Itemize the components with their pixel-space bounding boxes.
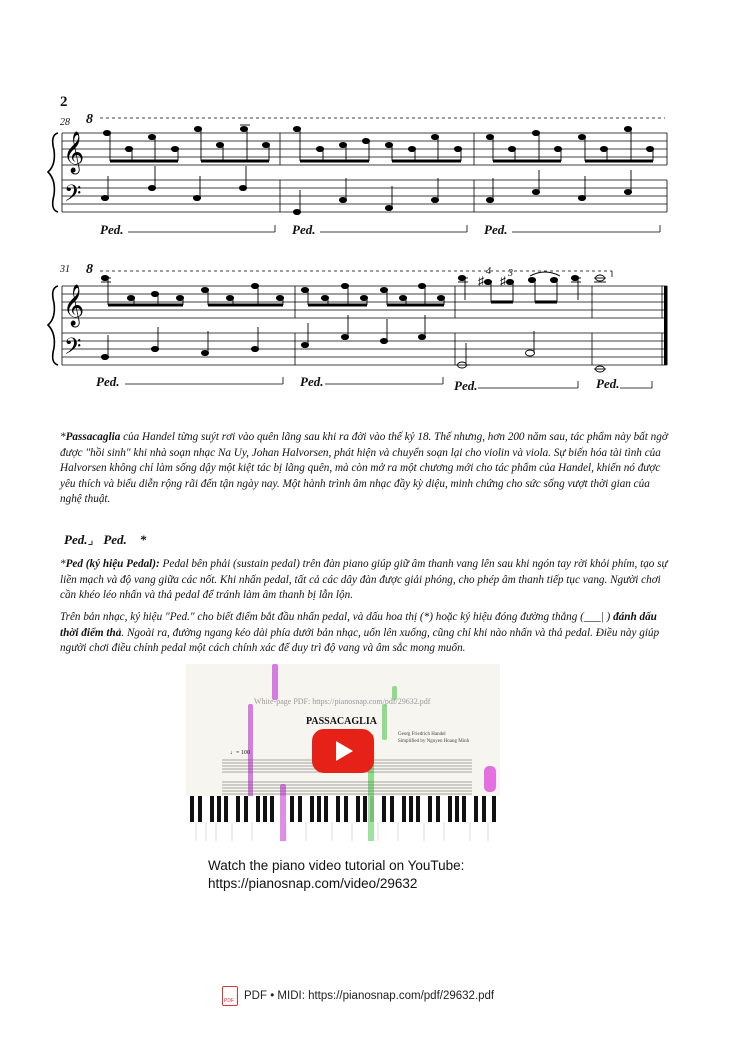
thumb-header: White-page PDF: https://pianosnap.com/pdf/29632.pdf — [254, 697, 431, 706]
octave-mark-1: 8 — [86, 112, 93, 127]
brace-2 — [48, 286, 58, 365]
pedal-mark: Ped. — [596, 376, 620, 391]
system-1-bass-notes — [101, 166, 631, 215]
pedal-para2-b: . Ngoài ra, đường ngang kéo dài phía dưới bản nhạc, uốn lên xuống, cũng chỉ khi nào nhấn và thả pedal. Điều này giúp người chơi điều chỉnh pedal một cách chính xác để duy trì độ vang và âm sắc mong muốn. — [60, 626, 660, 654]
video-caption-line1: Watch the piano video tutorial on YouTube: — [208, 858, 465, 873]
measure-number-28: 28 — [60, 117, 70, 128]
pedal-mark: Ped. — [96, 374, 120, 389]
piece-title: Passacaglia — [65, 431, 121, 443]
fingering: 3 — [508, 268, 513, 279]
thumb-title: PASSACAGLIA — [306, 716, 377, 727]
system-1-treble-notes — [103, 125, 653, 161]
pedal-body: Pedal bên phải (sustain pedal) trên đàn piano giúp giữ âm thanh vang lên sau khi ngón tay rời khỏi phím, tạo sự liền mạch và độ vang giữa các nốt. Khi nhấn pedal, tất cả các dây đàn được giải phóng, cho phép âm thanh tiếp tục vang. Người chơi cần khéo léo nhấn và thả pedal để tránh làm âm thanh bị lẫn lộn. — [60, 558, 668, 601]
fingering: 4 — [486, 266, 491, 277]
pedal-para2-a: Trên bản nhạc, ký hiệu "Ped." cho biết điểm bắt đầu nhấn pedal, và dấu hoa thị (*) hoặc ký hiệu đóng đường thẳng (___| ) — [60, 611, 611, 623]
treble-clef: 𝄞 — [63, 132, 85, 173]
page-number: 2 — [60, 94, 68, 110]
system-2-treble-notes — [101, 275, 606, 305]
octave-mark-2: 8 — [86, 262, 93, 277]
thumb-arranger: Simplified by Nguyen Hoang Minh — [398, 739, 470, 744]
pedal-mark: Ped. — [484, 222, 508, 237]
sharp-2: ♯ — [500, 274, 506, 288]
brace-1 — [48, 133, 58, 212]
pedal-explanation: *Ped (ký hiệu Pedal): Pedal bên phải (sustain pedal) trên đàn piano giúp giữ âm thanh vang lên sau khi ngón tay rời khỏi phím, tạo sự liền mạch và độ vang giữa các nốt. Khi nhấn pedal, tất cả các dây đàn được giải phóng, cho phép âm thanh tiếp tục vang. Người chơi cần khéo léo nhấn và thả pedal để tránh làm âm thanh bị lẫn lộn. — [60, 558, 668, 601]
treble-clef-2: 𝄞 — [63, 285, 85, 326]
pdf-icon: PDF — [222, 986, 238, 1006]
pedal-mark: Ped. — [100, 222, 124, 237]
description-body: của Handel từng suýt rơi vào quên lãng sau khi ra đời vào thế kỷ 18. Thế nhưng, hơn 200 năm sau, tác phẩm này bất ngờ được "hồi sinh" khi nhà soạn nhạc Na Uy, Johan Halvorsen, phát hiện và chuyển soạn lại cho violin và viola. Sự biến hóa tài tình của Halvorsen không chỉ làm sống dậy một kiệt tác bị lãng quên, mà còn mở ra một chương mới cho tác phẩm của Handel, khiến nó được yêu thích và biểu diễn rộng rãi đến tận ngày nay. Một hành trình âm nhạc đầy kỳ diệu, minh chứng cho sức sống vượt thời gian của nghệ thuật. — [60, 431, 668, 505]
thumb-tempo: ♩= 100 — [230, 750, 250, 756]
footer — [222, 986, 494, 1006]
play-icon — [336, 741, 353, 761]
pedal-para2-bold: đánh dấu thời điểm thả — [60, 611, 657, 639]
thumb-composer: Georg Friedrich Handel — [398, 732, 446, 737]
pedal-mark: Ped. — [292, 222, 316, 237]
sheet-music — [0, 0, 730, 420]
bass-clef-2: 𝄢 — [64, 334, 82, 365]
pedal-mark: Ped. — [454, 378, 478, 393]
video-caption — [208, 857, 464, 893]
pedal-release-symbol: * — [139, 532, 147, 547]
pedal-explanation-2 — [60, 610, 672, 657]
tie-slur — [530, 272, 560, 276]
bass-clef: 𝄢 — [64, 181, 82, 212]
footer-link[interactable]: PDF • MIDI: https://pianosnap.com/pdf/29632.pdf — [244, 990, 495, 1002]
video-link[interactable]: https://pianosnap.com/video/29632 — [208, 876, 418, 891]
pedal-mark: Ped. — [300, 374, 324, 389]
pedal-symbol: Ped. — [103, 532, 127, 547]
system-2-staves — [62, 271, 667, 388]
pedal-symbol: Ped. — [64, 532, 88, 547]
pedal-legend: Ped.⌟ Ped. * — [64, 532, 147, 547]
measure-number-31: 31 — [60, 264, 70, 275]
play-button[interactable] — [312, 729, 374, 773]
pedal-heading: Ped (ký hiệu Pedal): — [65, 558, 160, 570]
piece-description: *Passacaglia của Handel từng suýt rơi vào quên lãng sau khi ra đời vào thế kỷ 18. Thế nhưng, hơn 200 năm sau, tác phẩm này bất ngờ được "hồi sinh" khi nhà soạn nhạc Na Uy, Johan Halvorsen, phát hiện và chuyển soạn lại cho violin và viola. Sự biến hóa tài tình của Halvorsen không chỉ làm sống dậy một kiệt tác bị lãng quên, mà còn mở ra một chương mới cho tác phẩm của Handel, khiến nó được yêu thích và biểu diễn rộng rãi đến tận ngày nay. Một hành trình âm nhạc đầy kỳ diệu, minh chứng cho sức sống vượt thời gian của nghệ thuật. — [60, 431, 668, 505]
final-barline — [664, 286, 668, 365]
sharp-1: ♯ — [478, 274, 484, 288]
video-thumbnail[interactable] — [186, 664, 500, 841]
system-2-bass-notes — [101, 315, 606, 372]
